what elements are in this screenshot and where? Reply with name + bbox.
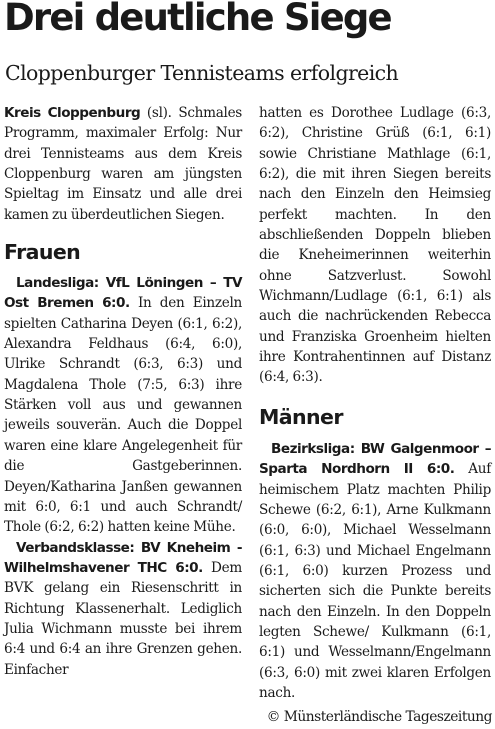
bezirksliga-heading: Bezirksliga: BW Galgenmoor – Sparta Nordhorn II 6:0. xyxy=(259,440,491,478)
verbandsklasse-heading: Verbandsklasse: BV Kneheim - Wilhelmshavener THC 6:0. xyxy=(4,539,242,576)
subheadline: Cloppenburger Tennisteams erfolgreich xyxy=(5,61,399,85)
section-title-frauen: Frauen xyxy=(4,240,81,265)
landesliga-heading: Landesliga: VfL Löningen – TV Ost Bremen 6:0. xyxy=(4,275,242,312)
headline: Drei deutliche Siege xyxy=(4,0,391,39)
intro-paragraph xyxy=(4,103,242,225)
landesliga-paragraph xyxy=(4,273,242,537)
bezirksliga-text: Auf heimischem Platz machten Philip Schewe (6:2, 6:1), Arne Kulkmann (6:0, 6:0), Michael Wesselmann (6:1, 6:3) und Michael Engelmann (6:1, 6:0) kurzen Prozess und sicherten sich die Punkte bereits nach den Einzeln. In den Doppeln legten Schewe/ Kulkmann (6:1, 6:1) und Wesselmann/Engelmann (6:3, 6:0) mit zwei klaren Erfolgen nach. xyxy=(259,461,491,701)
verbandsklasse-text: Dem BVK gelang ein Riesenschritt in Richtung Klassenerhalt. Lediglich Julia Wichmann musste bei ihrem 6:4 und 6:4 an ihre Grenzen gehen. Einfacher xyxy=(4,559,242,678)
dateline: Kreis Cloppenburg xyxy=(4,105,141,121)
verbandsklasse-paragraph xyxy=(4,538,242,680)
verbandsklasse-continued: hatten es Dorothee Ludlage (6:3, 6:2), Christine Grüß (6:1, 6:1) sowie Christiane Mathlage (6:1, 6:2), die mit ihren Siegen bereits nach den Einzeln den Heimsieg perfekt machten. In den abschließenden Doppeln blieben die Kneheimerinnen weiterhin ohne Satzverlust. Sowohl Wichmann/Ludlage (6:1, 6:1) als auch die nachrückenden Rebecca und Franziska Groenheim hielten ihre Kontrahentinnen auf Distanz (6:4, 6:3). xyxy=(259,105,491,386)
article-column-right xyxy=(259,103,491,703)
landesliga-text: In den Einzeln spielten Catharina Deyen (6:1, 6:2), Alexandra Feldhaus (6:4, 6:0), Ulrike Schrandt (6:3, 6:3) und Magdalena Thole (7:5, 6:3) ihre Stärken voll aus und gewannen jeweils souverän. Auch die Doppel waren eine klare Angelegenheit für die Gastgeberinnen. Deyen/Katharina Janßen gewannen mit 6:0, 6:1 und auch Schrandt/ Thole (6:2, 6:2) hatten keine Mühe. xyxy=(4,295,242,536)
section-title-maenner: Männer xyxy=(259,404,343,429)
bezirksliga-paragraph xyxy=(259,439,491,703)
intro-text: (sl). Schmales Programm, maximaler Erfolg: Nur drei Tennisteams aus dem Kreis Cloppenburg waren am jüngsten Spieltag im Einsatz und alle drei kamen zu überdeutlichen Siegen. xyxy=(4,105,242,223)
copyright-notice: © Münsterländische Tageszeitung xyxy=(263,708,492,726)
article-column-left xyxy=(4,103,242,680)
